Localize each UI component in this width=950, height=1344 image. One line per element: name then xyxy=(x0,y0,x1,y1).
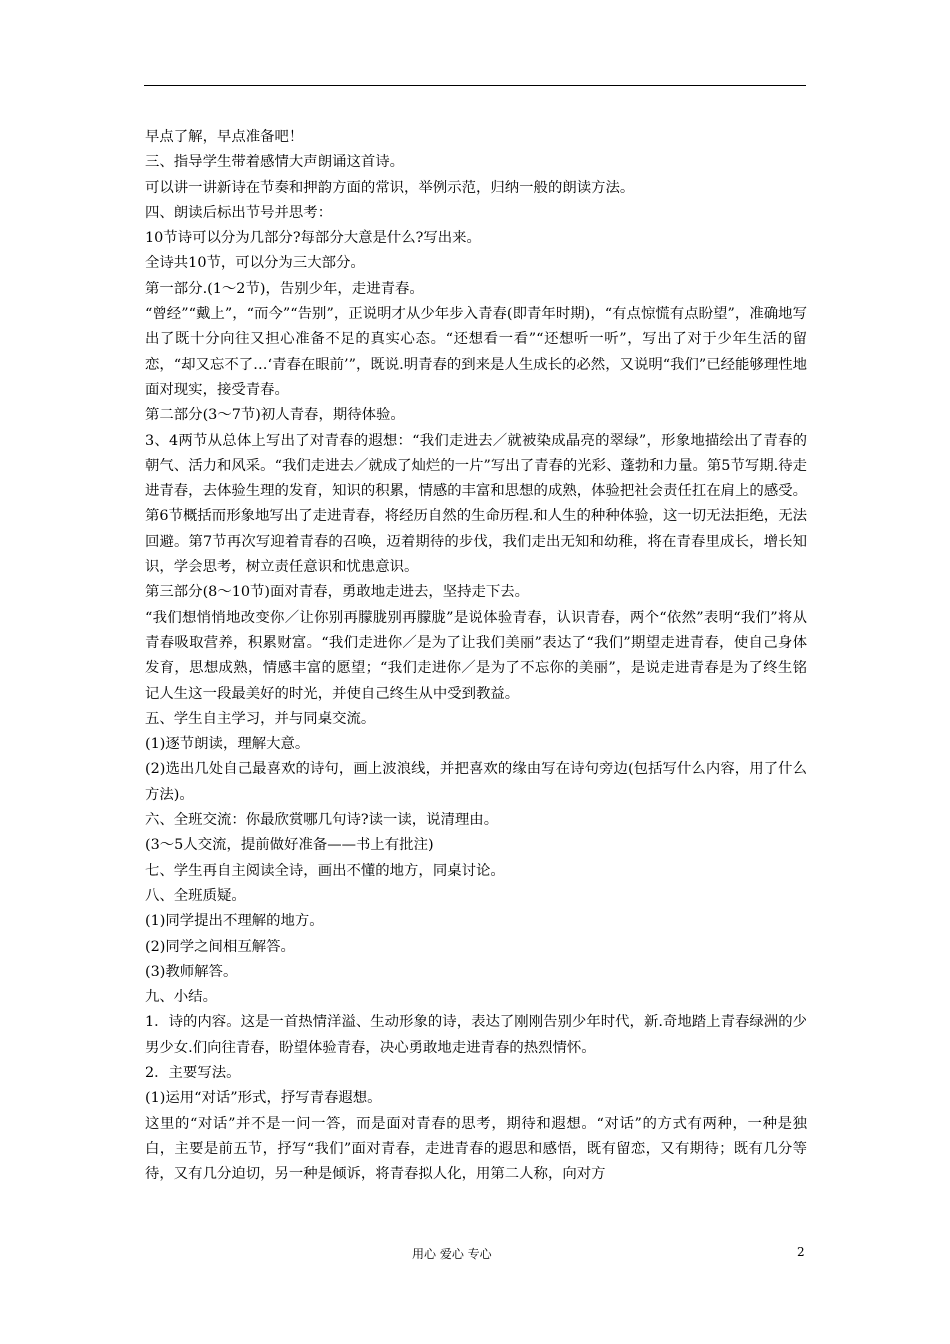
paragraph: 2．主要写法。 xyxy=(145,1064,241,1081)
paragraph: 这里的“对话”并不是一问一答，而是面对青春的思考，期待和遐想。“对话”的方式有两种，一种是独白，主要是前五节，抒写“我们”面对青春，走进青春的遐思和感悟，既有留恋，又有期待；既有几分等待，又有几分迫切，另一种是倾诉，将青春拟人化，用第二人称，向对方 xyxy=(145,1115,807,1183)
paragraph: 五、学生自主学习，并与同桌交流。 xyxy=(145,710,376,727)
paragraph: 三、指导学生带着感情大声朗诵这首诗。 xyxy=(145,154,405,171)
paragraph: 九、小结。 xyxy=(145,989,217,1006)
paragraph: (2)同学之间相互解答。 xyxy=(145,938,295,955)
paragraph: “我们想悄悄地改变你／让你别再朦胧别再朦胧”是说体验青春，认识青春，两个“依然”表明“我们”将从青春吸取营养，积累财富。“我们走进你／是为了让我们美丽”表达了“我们”期望走进青春，使自己身体发育，思想成熟，情感丰富的愿望；“我们走进你／是为了不忘你的美丽”，是说走进青春是为了终生铭记人生这一段最美好的时光，并使自己终生从中受到教益。 xyxy=(145,609,807,702)
paragraph: (1)同学提出不理解的地方。 xyxy=(145,913,324,930)
paragraph: (2)选出几处自己最喜欢的诗句，画上波浪线，并把喜欢的缘由写在诗句旁边(包括写什么内容，用了什么方法)。 xyxy=(145,761,807,803)
document-body xyxy=(145,125,807,1187)
footer-motto: 用心 爱心 专心 xyxy=(412,1247,492,1261)
paragraph: “曾经”“戴上”，“而今”“告别”，正说明才从少年步入青春(即青年时期)，“有点惊慌有点盼望”，准确地写出了既十分向往又担心准备不足的真实心态。“还想看一看”“还想听一听”，写出了对于少年生活的留恋，“却又忘不了…‘青春在眼前’”，既说.明青春的到来是人生成长的必然，又说明“我们”已经能够理性地面对现实，接受青春。 xyxy=(145,306,807,398)
paragraph: 六、全班交流：你最欣赏哪几句诗?读一读，说清理由。 xyxy=(145,812,499,829)
page-number: 2 xyxy=(797,1245,805,1259)
paragraph: 八、全班质疑。 xyxy=(145,887,246,904)
paragraph: 第三部分(8～10节)面对青春，勇敢地走进去，坚持走下去。 xyxy=(145,584,530,601)
paragraph: 1．诗的内容。这是一首热情洋溢、生动形象的诗，表达了刚刚告别少年时代，新.奇地踏上青春绿洲的少男少女.们向往青春，盼望体验青春，决心勇敢地走进青春的热烈情怀。 xyxy=(145,1014,807,1056)
paragraph: 全诗共10节，可以分为三大部分。 xyxy=(145,255,365,272)
header-rule xyxy=(144,85,806,86)
paragraph: 3、4两节从总体上写出了对青春的遐想：“我们走进去／就被染成晶亮的翠绿”，形象地描绘出了青春的朝气、活力和风采。“我们走进去／就成了灿烂的一片”写出了青春的光彩、蓬勃和力量。第5节写期.待走进青春，去体验生理的发育，知识的积累，情感的丰富和思想的成熟，体验把社会责任扛在肩上的感受。第6节概括而形象地写出了走进青春，将经历自然的生命历程.和人生的种种体验，这一切无法拒绝，无法回避。第7节再次写迎着青春的召唤，迈着期待的步伐，我们走出无知和幼稚，将在青春里成长，增长知识，学会思考，树立责任意识和忧患意识。 xyxy=(145,432,807,576)
paragraph: 可以讲一讲新诗在节奏和押韵方面的常识，举例示范，归纳一般的朗读方法。 xyxy=(145,179,635,196)
paragraph: 第二部分(3～7节)初人青春，期待体验。 xyxy=(145,407,405,424)
paragraph: (3～5人交流，提前做好准备——书上有批注) xyxy=(145,837,434,854)
paragraph: 四、朗读后标出节号并思考： xyxy=(145,204,333,221)
paragraph: 10节诗可以分为几部分?每部分大意是什么?写出来。 xyxy=(145,230,481,247)
paragraph: 早点了解，早点准备吧！ xyxy=(145,129,304,145)
paragraph: (1)运用“对话”形式，抒写青春遐想。 xyxy=(145,1090,382,1107)
paragraph: (1)逐节朗读，理解大意。 xyxy=(145,736,310,753)
paragraph: 第一部分.(1～2节)，告别少年，走进青春。 xyxy=(145,280,424,297)
paragraph: (3)教师解答。 xyxy=(145,963,238,980)
paragraph: 七、学生再自主阅读全诗，画出不懂的地方，同桌讨论。 xyxy=(145,862,505,879)
